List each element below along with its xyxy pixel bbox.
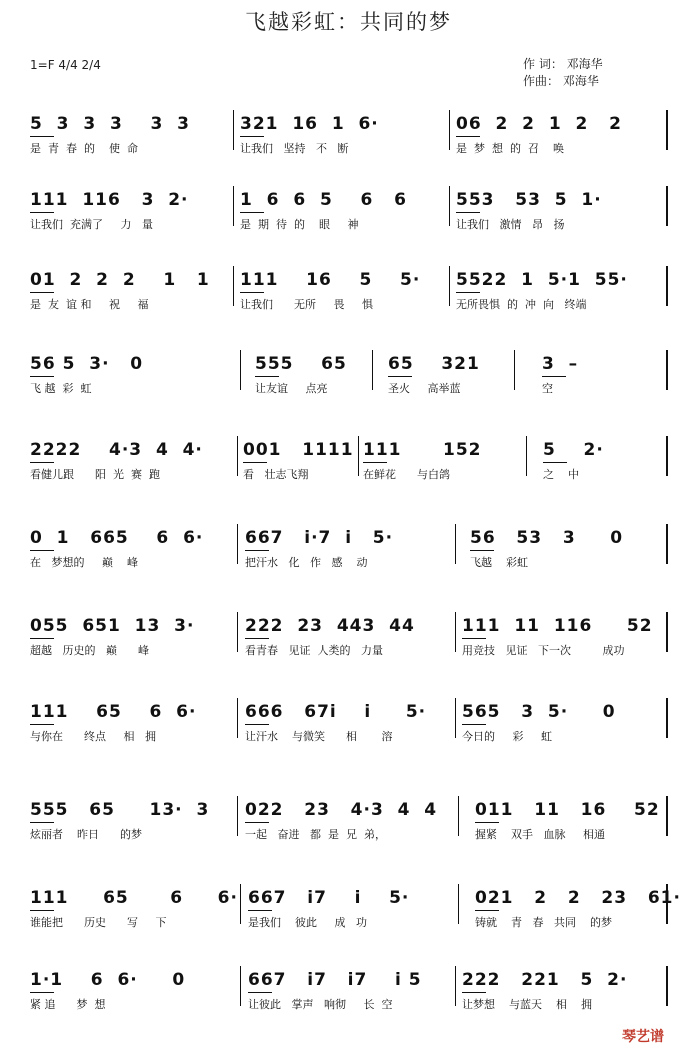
notation-group: 56 5 3· 0 (30, 354, 144, 374)
barline (372, 350, 373, 390)
score-row (0, 796, 697, 856)
score-row (0, 884, 697, 944)
beam-underline (245, 724, 269, 725)
barline (237, 698, 238, 738)
notation-group: 555 65 (255, 354, 347, 374)
beam-underline (462, 638, 486, 639)
composer-credit: 作曲： 邓海华 (523, 74, 599, 88)
lyric-line: 让梦想 与蓝天 相 拥 (462, 998, 592, 1011)
beam-underline (245, 638, 269, 639)
lyric-line: 是 青 春 的 使 命 (30, 142, 138, 155)
notation-group: 1 6 6 5 6 6 (240, 190, 407, 210)
notation-group: 667 i7 i7 i 5 (248, 970, 422, 990)
lyric-line: 是 梦 想 的 召 唤 (456, 142, 564, 155)
notation-group: 666 67i i 5· (245, 702, 427, 722)
lyric-line: 超越 历史的 巅 峰 (30, 644, 149, 657)
lyric-line: 让我们 无所 畏 惧 (240, 298, 373, 311)
score-row (0, 350, 697, 410)
notation-group: 222 221 5 2· (462, 970, 628, 990)
beam-underline (543, 462, 567, 463)
beam-underline (243, 462, 267, 463)
score-row (0, 966, 697, 1026)
barline (455, 524, 456, 564)
lyric-line: 一起 奋进 都 是 兄 弟， (245, 828, 386, 841)
notation-group: 021 2 2 23 61· (475, 888, 681, 908)
beam-underline (30, 462, 54, 463)
barline (666, 436, 668, 476)
beam-underline (475, 822, 499, 823)
beam-underline (456, 136, 480, 137)
notation-group: 667 i·7 i 5· (245, 528, 394, 548)
notation-group: 5 3 3 3 3 3 (30, 114, 190, 134)
lyric-line: 看健儿跟 阳 光 赛 跑 (30, 468, 160, 481)
lyric-line: 让彼此 掌声 响彻 长 空 (248, 998, 393, 1011)
barline (666, 350, 668, 390)
notation-group: 5522 1 5·1 55· (456, 270, 628, 290)
barline (237, 796, 238, 836)
score-row (0, 524, 697, 584)
lyric-line: 今日的 彩 虹 (462, 730, 552, 743)
barline (666, 612, 668, 652)
beam-underline (240, 136, 264, 137)
score-row (0, 612, 697, 672)
notation-group: 111 65 6 6· (30, 888, 238, 908)
notation-group: 565 3 5· 0 (462, 702, 616, 722)
beam-underline (363, 462, 387, 463)
barline (458, 884, 459, 924)
barline (455, 966, 456, 1006)
barline (240, 966, 241, 1006)
lyric-line: 谁能把 历史 写 下 (30, 916, 167, 929)
song-title: 飞越彩虹：共同的梦 (245, 10, 452, 34)
lyric-line: 铸就 青 春 共同 的梦 (475, 916, 612, 929)
beam-underline (240, 212, 264, 213)
notation-group: 1·1 6 6· 0 (30, 970, 186, 990)
notation-group: 555 65 13· 3 (30, 800, 210, 820)
barline (240, 350, 241, 390)
lyric-line: 用竞技 见证 下一次 成功 (462, 644, 625, 657)
lyric-line: 与你在 终点 相 拥 (30, 730, 156, 743)
barline (237, 436, 238, 476)
score-row (0, 110, 697, 170)
barline (666, 796, 668, 836)
beam-underline (30, 822, 54, 823)
beam-underline (30, 638, 54, 639)
beam-underline (30, 550, 54, 551)
barline (233, 266, 234, 306)
notation-group: 667 i7 i 5· (248, 888, 410, 908)
lyric-line: 飞 越 彩 虹 (30, 382, 92, 395)
barline (358, 436, 359, 476)
beam-underline (470, 550, 494, 551)
notation-group: 111 16 5 5· (240, 270, 421, 290)
lyric-line: 空 (542, 382, 553, 395)
lyric-line: 让我们 坚持 不 断 (240, 142, 349, 155)
barline (666, 110, 668, 150)
lyric-line: 让我们 充满了 力 量 (30, 218, 153, 231)
lyric-line: 之 中 (543, 468, 579, 481)
score-row (0, 186, 697, 246)
notation-group: 01 2 2 2 1 1 (30, 270, 210, 290)
notation-group: 222 23 443 44 (245, 616, 415, 636)
barline (514, 350, 515, 390)
lyric-line: 握紧 双手 血脉 相通 (475, 828, 605, 841)
beam-underline (30, 992, 54, 993)
notation-group: 5 2· (543, 440, 604, 460)
beam-underline (30, 292, 54, 293)
lyric-line: 是我们 彼此 成 功 (248, 916, 367, 929)
barline (458, 796, 459, 836)
lyric-line: 紧 追 梦 想 (30, 998, 106, 1011)
lyric-line: 把汗水 化 作 感 动 (245, 556, 368, 569)
lyric-line: 看青春 见证 人类的 力量 (245, 644, 383, 657)
notation-group: 111 11 116 52 (462, 616, 653, 636)
notation-group: 055 651 13 3· (30, 616, 195, 636)
barline (455, 612, 456, 652)
notation-group: 001 1111 (243, 440, 354, 460)
lyric-line: 看 壮志飞翔 (243, 468, 309, 481)
beam-underline (30, 136, 54, 137)
barline (240, 884, 241, 924)
notation-group: 011 11 16 52 (475, 800, 660, 820)
beam-underline (30, 910, 54, 911)
notation-group: 111 152 (363, 440, 482, 460)
beam-underline (475, 910, 499, 911)
barline (666, 186, 668, 226)
beam-underline (456, 212, 480, 213)
beam-underline (248, 910, 272, 911)
beam-underline (245, 550, 269, 551)
score-row (0, 436, 697, 496)
lyric-line: 圣火 高举蓝 (388, 382, 461, 395)
beam-underline (388, 376, 412, 377)
barline (666, 966, 668, 1006)
barline (237, 524, 238, 564)
site-logo: 琴艺谱 (622, 1029, 664, 1045)
barline (666, 524, 668, 564)
notation-group: 321 16 1 6· (240, 114, 379, 134)
barline (233, 186, 234, 226)
lyric-line: 无所畏惧 的 冲 向 终端 (456, 298, 587, 311)
beam-underline (30, 376, 54, 377)
barline (233, 110, 234, 150)
lyric-line: 是 友 谊 和 祝 福 (30, 298, 149, 311)
beam-underline (240, 292, 264, 293)
lyricist-credit: 作 词： 邓海华 (523, 57, 603, 71)
beam-underline (542, 376, 566, 377)
notation-group: 2222 4·3 4 4· (30, 440, 203, 460)
notation-group: 553 53 5 1· (456, 190, 602, 210)
beam-underline (245, 822, 269, 823)
notation-group: 65 321 (388, 354, 480, 374)
beam-underline (462, 724, 486, 725)
notation-group: 111 116 3 2· (30, 190, 189, 210)
score-row (0, 266, 697, 326)
lyric-line: 飞越 彩虹 (470, 556, 528, 569)
barline (237, 612, 238, 652)
lyric-line: 在鲜花 与白鸽 (363, 468, 450, 481)
beam-underline (30, 212, 54, 213)
beam-underline (30, 724, 54, 725)
notation-group: 56 53 3 0 (470, 528, 624, 548)
key-time-signature: 1=F 4/4 2/4 (30, 58, 101, 72)
notation-group: 06 2 2 1 2 2 (456, 114, 622, 134)
barline (666, 266, 668, 306)
notation-group: 0 1 665 6 6· (30, 528, 204, 548)
barline (666, 698, 668, 738)
barline (455, 698, 456, 738)
lyric-line: 是 期 待 的 眼 神 (240, 218, 359, 231)
lyric-line: 在 梦想的 巅 峰 (30, 556, 138, 569)
beam-underline (255, 376, 279, 377)
notation-group: 3 – (542, 354, 579, 374)
score-row (0, 698, 697, 758)
lyric-line: 让汗水 与微笑 相 溶 (245, 730, 393, 743)
lyric-line: 炫丽者 昨日 的梦 (30, 828, 142, 841)
notation-group: 111 65 6 6· (30, 702, 197, 722)
beam-underline (248, 992, 272, 993)
lyric-line: 让我们 激情 昂 扬 (456, 218, 565, 231)
beam-underline (456, 292, 480, 293)
barline (449, 110, 450, 150)
beam-underline (462, 992, 486, 993)
barline (449, 266, 450, 306)
lyric-line: 让友谊 点亮 (255, 382, 328, 395)
barline (449, 186, 450, 226)
notation-group: 022 23 4·3 4 4 (245, 800, 438, 820)
barline (526, 436, 527, 476)
